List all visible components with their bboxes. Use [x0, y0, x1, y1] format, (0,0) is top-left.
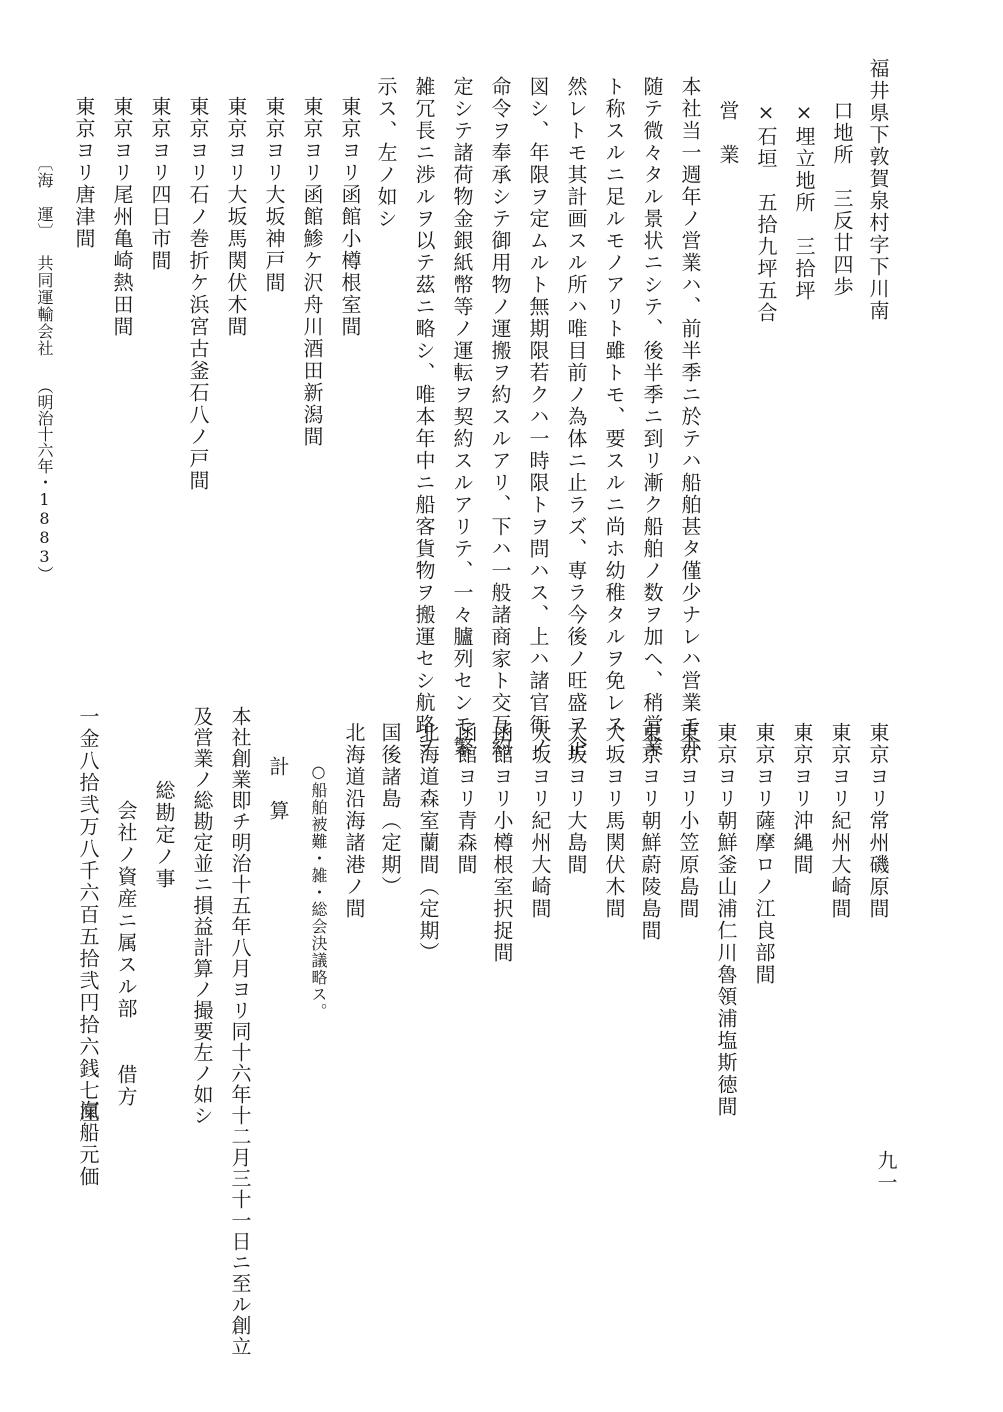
ledger-title: 総勘定ノ事	[152, 780, 176, 890]
running-header-company: 共同運輸会社	[35, 255, 54, 357]
running-header-category: 〔海 運〕	[35, 155, 54, 240]
paragraph-line: 然レトモ其計画スル所ハ唯目前ノ為体ニ止ラズ、専ラ今後ノ旺盛ヲ企	[564, 76, 588, 758]
paragraph-line: 定シテ諸荷物金銀紙幣等ノ運転ヲ契約スルアリテ、一々臚列センモ繁	[450, 76, 474, 758]
route-item: 函館ヨリ青森間	[454, 722, 478, 876]
accounts-line: 本社創業即チ明治十五年八月ヨリ同十六年十二月三十一日ニ至ル創立	[228, 706, 252, 1357]
paragraph-line: ト称スルニ足ルモノアリト雖トモ、要スルニ尚ホ幼稚タルヲ免レス、	[602, 76, 626, 758]
route-item: 東京ヨリ常州磯原間	[866, 722, 890, 920]
section-heading-accounts: 計 算	[266, 756, 290, 822]
route-item: 国後諸島（定期）	[378, 722, 402, 898]
route-item: 東京ヨリ尾州亀崎熱田間	[110, 96, 134, 338]
route-item: 東京ヨリ石ノ巻折ケ浜宮古釜石八ノ戸間	[186, 96, 210, 492]
address-line: 福井県下敦賀泉村字下川南	[866, 58, 890, 322]
ledger-item-amount: 一金八拾弐万八千六百五拾弐円拾六銭七厘	[76, 706, 100, 1124]
route-item: 大坂ヨリ大島間	[564, 722, 588, 876]
paragraph-line: 図シ、年限ヲ定ムルト無期限若クハ一時限トヲ問ハス、上ハ諸官衙ノ	[526, 76, 550, 758]
ledger-item-description: 滊船元価	[76, 1100, 100, 1188]
running-header-year: （明治十六年・1883）	[35, 378, 54, 582]
route-item: 東京ヨリ沖縄間	[790, 722, 814, 876]
route-item: 東京ヨリ朝鮮釜山浦仁川魯領浦塩斯徳間	[714, 722, 738, 1118]
route-item: 大坂ヨリ紀州大崎間	[528, 722, 552, 920]
route-item: 東京ヨリ大坂馬関伏木間	[224, 96, 248, 338]
paragraph-line: 本社当一週年ノ営業ハ、前半季ニ於テハ船舶甚タ僅少ナレハ営業モ亦	[678, 76, 702, 758]
route-item: 東京ヨリ小笠原島間	[676, 722, 700, 920]
reclaimed-land-line: ×埋立地所 三拾坪	[792, 100, 816, 302]
route-item: 東京ヨリ大坂神戸間	[262, 96, 286, 294]
omission-note: ○船舶被難・雑・総会決議略ス。	[309, 762, 328, 1020]
stone-wall-line: ×石垣 五拾九坪五合	[754, 100, 778, 324]
paragraph-line: 雑冗長ニ渉ルヲ以テ茲ニ略シ、唯本年中ニ船客貨物ヲ搬運セシ航路ヲ	[412, 76, 436, 758]
page-number: 九一	[874, 1150, 898, 1194]
route-item: 北海道沿海諸港ノ間	[342, 722, 366, 920]
route-item: 東京ヨリ函館小樽根室間	[338, 96, 362, 338]
section-heading-business: 営 業	[716, 100, 740, 166]
route-item: 東京ヨリ唐津間	[72, 96, 96, 250]
paragraph-line: 示ス、左ノ如シ	[374, 76, 398, 230]
paragraph-line: 随テ微々タル景状ニシテ、後半季ニ到リ漸ク船舶ノ数ヲ加ヘ、稍営業	[640, 76, 664, 758]
route-item: 函館ヨリ小樽根室択捉間	[490, 722, 514, 964]
route-item: 東京ヨリ朝鮮蔚陵島間	[638, 722, 662, 942]
route-item: 東京ヨリ函館鯵ケ沢舟川酒田新潟間	[300, 96, 324, 448]
accounts-line: 及営業ノ総勘定並ニ損益計算ノ撮要左ノ如シ	[190, 706, 214, 1126]
route-item: 東京ヨリ薩摩ロノ江良部間	[752, 722, 776, 986]
route-item: 大坂ヨリ馬関伏木間	[602, 722, 626, 920]
route-item: 北海道森室蘭間（定期）	[416, 722, 440, 964]
ledger-subtitle: 会社ノ資産ニ属スル部 借方	[114, 800, 138, 1108]
paragraph-line: 命令ヲ奉承シテ御用物ノ運搬ヲ約スルアリ、下ハ一般諸商家ト交互約	[488, 76, 512, 758]
route-item: 東京ヨリ四日市間	[148, 96, 172, 272]
land-area-line: 口地所 三反廿四歩	[830, 100, 854, 298]
route-item: 東京ヨリ紀州大崎間	[828, 722, 852, 920]
